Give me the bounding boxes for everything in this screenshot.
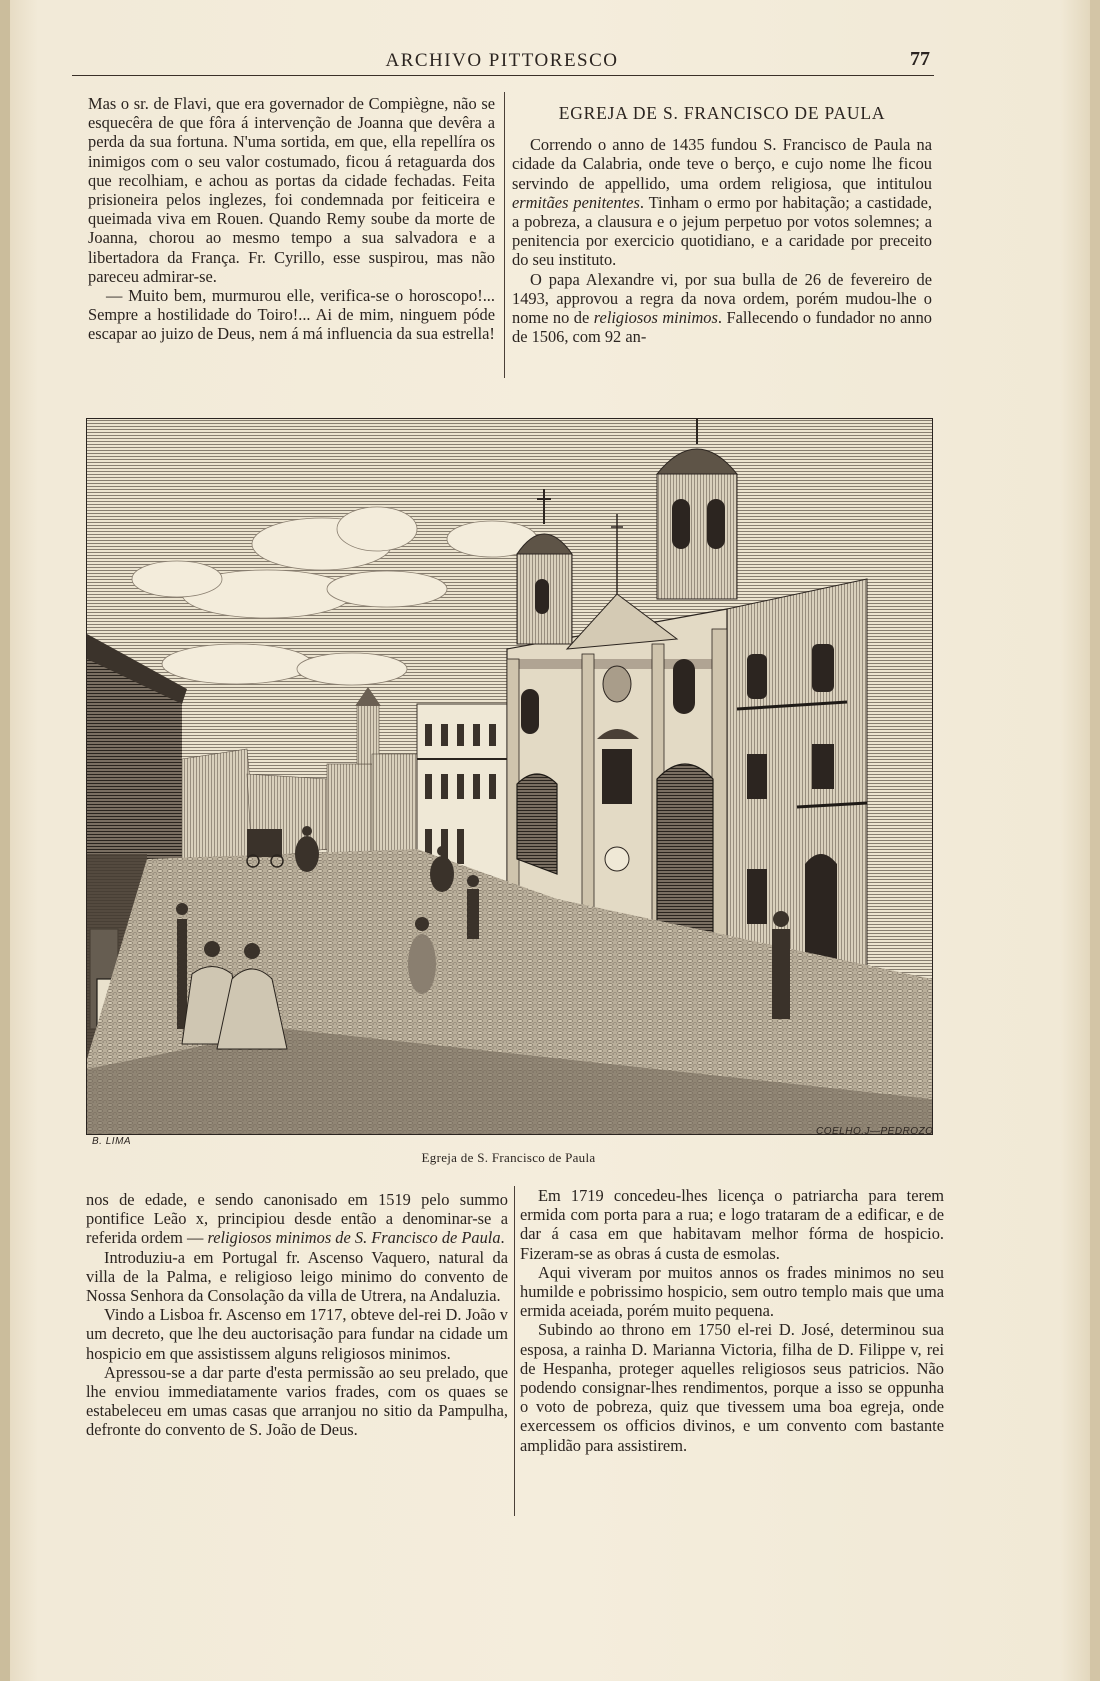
page-spine-shadow bbox=[0, 0, 10, 1681]
italic-term: religiosos minimos bbox=[593, 308, 718, 328]
paragraph: — Muito bem, murmurou elle, verifica-se o horoscopo!... Sempre a hostilidade do Toiro!... Ai de mim, ninguem póde escapar ao juizo de Deus, nem á má influencia da sua estrella! bbox=[88, 286, 495, 344]
engraver-credit-left: B. LIMA bbox=[92, 1136, 132, 1147]
section-title: EGREJA DE S. FRANCISCO DE PAULA bbox=[558, 103, 886, 123]
column-bottom-right bbox=[520, 1186, 944, 1455]
column-top-right bbox=[512, 104, 932, 346]
paragraph: Mas o sr. de Flavi, que era governador de Compiègne, não se esquecêra de que fôra á intervenção de Joanna que devêra a perda da sua fortuna. N'uma sortida, em que, ella repellíra os inimigos com o seu valor costumado, ficou á retaguarda dos que recolhiam, e achou as portas da cidade fechadas. Feita prisioneira pelos inglezes, foi condemnada por feiticeira e queimada viva em Rouen. Quando Remy soube da morte de Joanna, chorou ao mesmo tempo a sua salvadora e a libertadora da França. Fr. Cyrillo, esse suspirou, mas não pareceu admirar-se. bbox=[88, 94, 495, 286]
paragraph: Aqui viveram por muitos annos os frades minimos no seu humilde e pobrissimo hospicio, sem outro templo mais que uma ermida aceiada, porém muito pequena. bbox=[520, 1262, 944, 1321]
text-run: nos de edade, e sendo canonisado em 1519 pelo summo pontifice Leão x, principiou desde então a denominar-se a referida ordem — bbox=[86, 1190, 508, 1248]
paragraph: Introduziu-a em Portugal fr. Ascenso Vaquero, natural da villa de la Palma, e religioso leigo minimo do convento de Nossa Senhora da Consolação da villa de Utrera, na Andaluzia. bbox=[86, 1247, 508, 1306]
paragraph: Em 1719 concedeu-lhes licença o patriarcha para terem ermida com porta para a rua; e logo trataram de a edificar, e de dar á casa em que habitavam melhor fórma de hospicio. Fizeram-se as obras á custa de esmolas. bbox=[520, 1186, 944, 1263]
page-number: 77 bbox=[910, 48, 930, 70]
text-run: . Tinham o ermo por habitação; a castidade, a pobreza, a clausura e o jejum perpetuo por votos solemnes; a penitencia por exercicio quotidiano, e a caridade por preceito do seu instituto. bbox=[512, 192, 933, 270]
column-divider bbox=[514, 1186, 515, 1516]
paragraph bbox=[512, 135, 932, 269]
column-divider bbox=[504, 92, 505, 378]
text-run: O papa Alexandre vi, por sua bulla de 26 de fevereiro de 1493, approvou a regra da nova ordem, porém mudou-lhe o nome no de bbox=[512, 269, 932, 328]
church-engraving-drawing bbox=[87, 419, 932, 1134]
running-title: ARCHIVO PITTORESCO bbox=[385, 50, 619, 71]
page-header bbox=[72, 48, 932, 76]
illustration-caption: Egreja de S. Francisco de Paula bbox=[421, 1150, 596, 1165]
paragraph: Apressou-se a dar parte d'esta permissão ao seu prelado, que lhe enviou immediatamente varios frades, com os quaes se estabeleceu em umas casas que arranjou no sitio da Pampulha, defronte do convento de S. João de Deus. bbox=[86, 1362, 508, 1440]
paragraph bbox=[86, 1190, 508, 1248]
italic-term: religiosos minimos de S. Francisco de Paula bbox=[207, 1228, 501, 1248]
column-top-left bbox=[88, 94, 495, 344]
text-run: Correndo o anno de 1435 fundou S. Francisco de Paula na cidade da Calabria, onde teve o berço, e cujo nome lhe ficou servindo de appellido, uma ordem religiosa, que intitulou bbox=[512, 135, 932, 193]
engraver-credit-right: COELHO.J—PEDROZO bbox=[816, 1126, 934, 1137]
paragraph: Subindo ao throno em 1750 el-rei D. José, determinou sua esposa, a rainha D. Marianna Victoria, filha de D. Filippe v, rei de Hespanha, proteger aquelles religiosos seus patricios. Não podendo consignar-lhes rendimentos, porque a isso se oppunha o voto de pobreza, quiz que tivessem uma boa egreja, onde exercessem os officios divinos, e um convento com bastante amplidão para assistirem. bbox=[520, 1320, 944, 1455]
paragraph bbox=[512, 270, 932, 347]
text-run: . bbox=[500, 1228, 505, 1248]
header-rule bbox=[72, 75, 934, 76]
text-run: . Fallecendo o fundador no anno de 1506, com 92 an- bbox=[512, 308, 932, 347]
column-bottom-left bbox=[86, 1190, 508, 1440]
italic-term: ermitães penitentes bbox=[512, 192, 640, 212]
engraving-church-illustration bbox=[86, 418, 933, 1135]
page-edge bbox=[1090, 0, 1100, 1681]
paragraph: Vindo a Lisboa fr. Ascenso em 1717, obteve del-rei D. João v um decreto, que lhe deu auctorisação para fundar na cidade um hospicio em que assistissem alguns religiosos minimos. bbox=[86, 1305, 508, 1363]
